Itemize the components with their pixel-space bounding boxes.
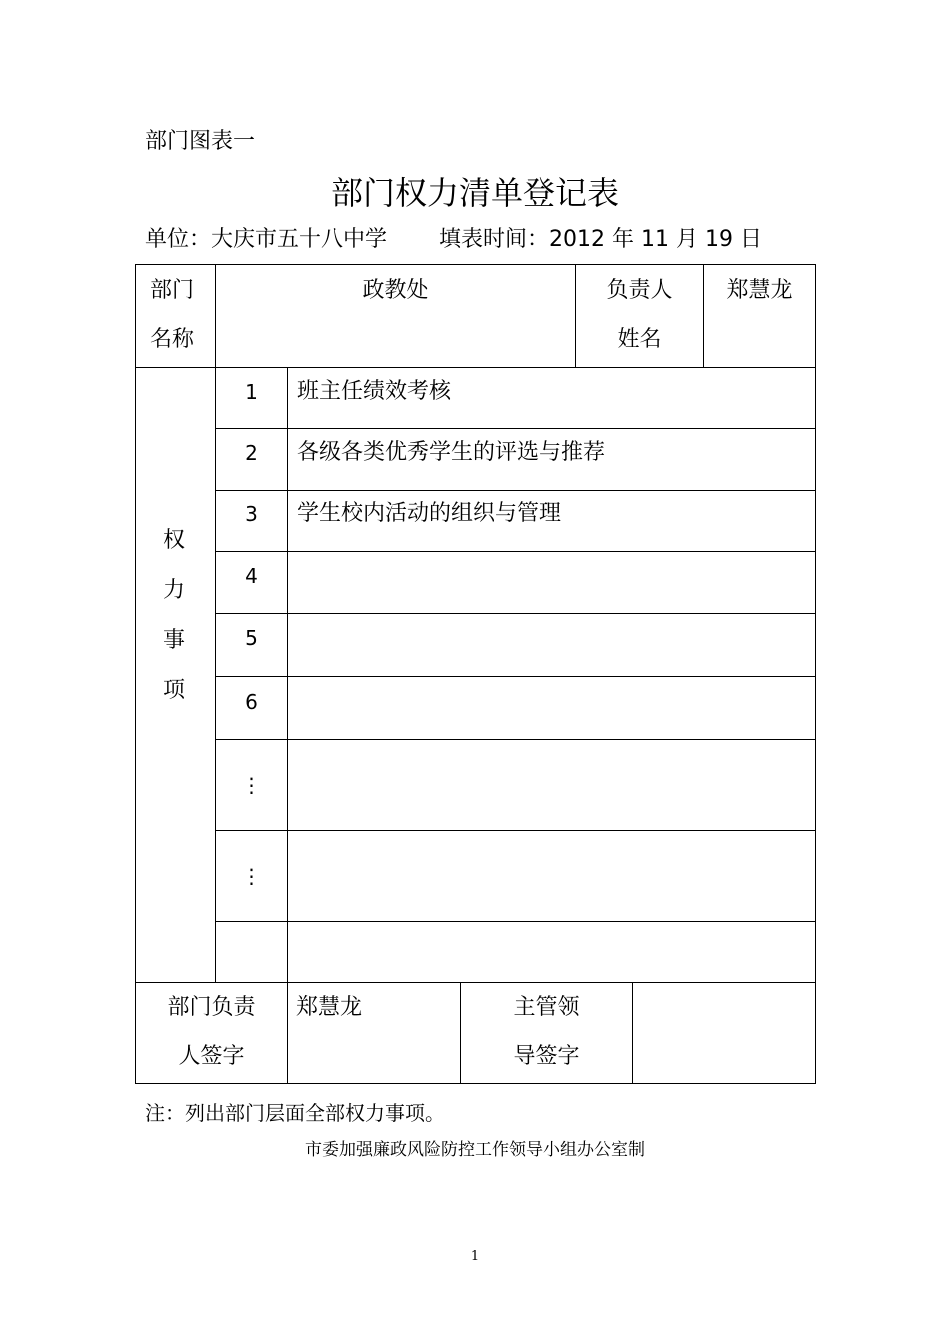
dept-name-label-1: 部门 — [150, 278, 195, 303]
dept-name-label-2: 名称 — [150, 327, 195, 352]
page-number: 1 — [470, 1249, 480, 1264]
item-text-cell[interactable] — [287, 921, 816, 983]
leader-value-cell[interactable] — [632, 982, 816, 1084]
fill-time: 填表时间：2012 年 11 月 19 日 — [439, 227, 762, 252]
item-text: 学生校内活动的组织与管理 — [297, 501, 562, 526]
item-text-cell[interactable] — [287, 739, 816, 831]
person-label-1: 负责人 — [606, 278, 673, 303]
power-label-4: 项 — [163, 678, 186, 703]
power-label-1: 权 — [163, 528, 186, 553]
power-label-3: 事 — [163, 628, 186, 653]
footer-office: 市委加强廉政风险防控工作领导小组办公室制 — [305, 1140, 645, 1160]
item-number: 4 — [245, 564, 258, 588]
header-label: 部门图表一 — [145, 129, 256, 154]
item-number: 2 — [245, 441, 258, 465]
footnote: 注：列出部门层面全部权力事项。 — [145, 1101, 445, 1125]
item-number: 3 — [245, 502, 258, 526]
table-row — [215, 921, 288, 983]
unit-label: 单位：大庆市五十八中学 — [145, 227, 388, 252]
sign-value: 郑慧龙 — [296, 995, 363, 1020]
item-text-cell[interactable] — [287, 613, 816, 677]
item-text-cell[interactable] — [287, 676, 816, 740]
item-text: 班主任绩效考核 — [297, 379, 452, 404]
power-label-cell — [135, 367, 216, 983]
item-number: 1 — [245, 380, 258, 404]
item-number: ⋮ — [241, 864, 262, 888]
item-text: 各级各类优秀学生的评选与推荐 — [297, 440, 606, 465]
sign-label-2: 人签字 — [178, 1044, 245, 1069]
leader-label-2: 导签字 — [513, 1044, 580, 1069]
sign-label-1: 部门负责 — [167, 995, 256, 1020]
item-text-cell[interactable] — [287, 551, 816, 614]
leader-label-1: 主管领 — [513, 995, 580, 1020]
unit-line — [145, 222, 762, 253]
item-number: ⋮ — [241, 773, 262, 797]
page-title: 部门权力清单登记表 — [330, 174, 619, 212]
item-text-cell[interactable] — [287, 830, 816, 922]
item-number: 5 — [245, 626, 258, 650]
dept-name-value: 政教处 — [362, 278, 429, 303]
power-label-2: 力 — [163, 578, 186, 603]
person-label-2: 姓名 — [617, 327, 662, 352]
person-value: 郑慧龙 — [726, 278, 793, 303]
item-number: 6 — [245, 690, 258, 714]
